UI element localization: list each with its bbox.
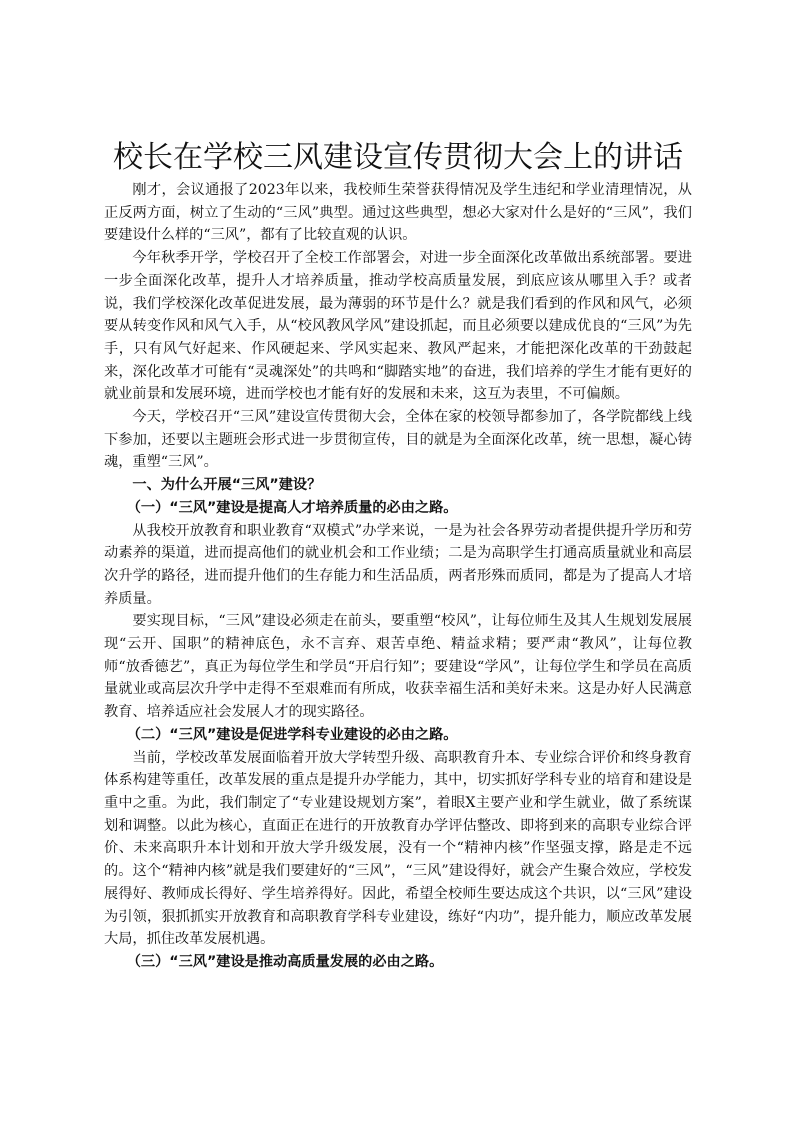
document-title: 校长在学校三风建设宣传贯彻大会上的讲话 (113, 140, 683, 175)
paragraph-current-tasks: 当前，学校改革发展面临着开放大学转型升级、高职教育升本、专业综合评价和终身教育体系构建等重任，改革发展的重点是提升办学能力，其中，切实抓好学科专业的培育和建设是重中之重。为此，我们制定了“专业建设规划方案”，着眼X主要产业和学生就业，做了系统谋划和调整。以此为核心，直面正在进行的开放教育办学评估整改、即将到来的高职专业综合评价、未来高职升本计划和开放大学升级发展，没有一个“精神内核”作坚强支撑，路是走不远的。这个“精神内核”就是我们要建好的“三风”，“三风”建设得好，就会产生聚合效应，学校发展得好、教师成长得好、学生培养得好。因此，希望全校师生要达成这个共识，以“三风”建设为引领，狠抓抓实开放教育和高职教育学科专业建设，练好“内功”，提升能力，顺应改革发展大局，抓住改革发展机遇。 (104, 749, 692, 948)
subheading-talent-quality: （一）“三风”建设是提高人才培养质量的必由之路。 (126, 499, 458, 516)
paragraph-intro: 刚才，会议通报了2023年以来，我校师生荣誉获得情况及学生违纪和学业清理情况，从正反两方面，树立了生动的“三风”典型。通过这些典型，想必大家对什么是好的“三风”，我们要建设什么样的“三风”，都有了比较直观的认识。 (104, 182, 692, 244)
section-heading-why: 一、为什么开展“三风”建设？ (132, 477, 322, 494)
subheading-discipline-building: （二）“三风”建设是促进学科专业建设的必由之路。 (126, 726, 458, 743)
paragraph-meeting: 今天，学校召开“三风”建设宣传贯彻大会，全体在家的校领导都参加了，各学院都线上线下参加，还要以主题班会形式进一步贯彻宣传，目的就是为全面深化改革，统一思想，凝心铸魂，重塑“三风”。 (104, 409, 692, 471)
paragraph-reform: 今年秋季开学，学校召开了全校工作部署会，对进一步全面深化改革做出系统部署。要进一步全面深化改革，提升人才培养质量，推动学校高质量发展，到底应该从哪里入手？或者说，我们学校深化改革促进发展，最为薄弱的环节是什么？就是我们看到的作风和风气，必须要从转变作风和风气入手，从“校风教风学风”建设抓起，而且必须要以建成优良的“三风”为先手，只有风气好起来、作风硬起来、学风实起来、教风严起来，才能把深化改革的干劲鼓起来，深化改革才可能有“灵魂深处”的共鸣和“脚踏实地”的奋进，我们培养的学生才能有更好的就业前景和发展环境，进而学校也才能有好的发展和未来，这互为表里，不可偏颇。 (104, 250, 692, 403)
paragraph-dual-mode: 从我校开放教育和职业教育“双模式”办学来说，一是为社会各界劳动者提供提升学历和劳动素养的渠道，进而提高他们的就业机会和工作业绩；二是为高职学生打通高质量就业和高层次升学的路径，进而提升他们的生存能力和生活品质，两者形殊而质同，都是为了提高人才培养质量。 (104, 522, 692, 607)
document-page (104, 138, 692, 974)
paragraph-goals: 要实现目标，“三风”建设必须走在前头，要重塑“校风”，让每位师生及其人生规划发展展现“云开、国职”的精神底色，永不言弃、艰苦卓绝、精益求精；要严肃“教风”，让每位教师“放香德艺”，真正为每位学生和学员“开启行知”；要建设“学风”，让每位学生和学员在高质量就业或高层次升学中走得不至艰难而有所成，收获幸福生活和美好未来。这是办好人民满意教育、培养适应社会发展人才的现实路径。 (104, 613, 692, 721)
subheading-high-quality-development: （三）“三风”建设是推动高质量发展的必由之路。 (126, 953, 444, 970)
